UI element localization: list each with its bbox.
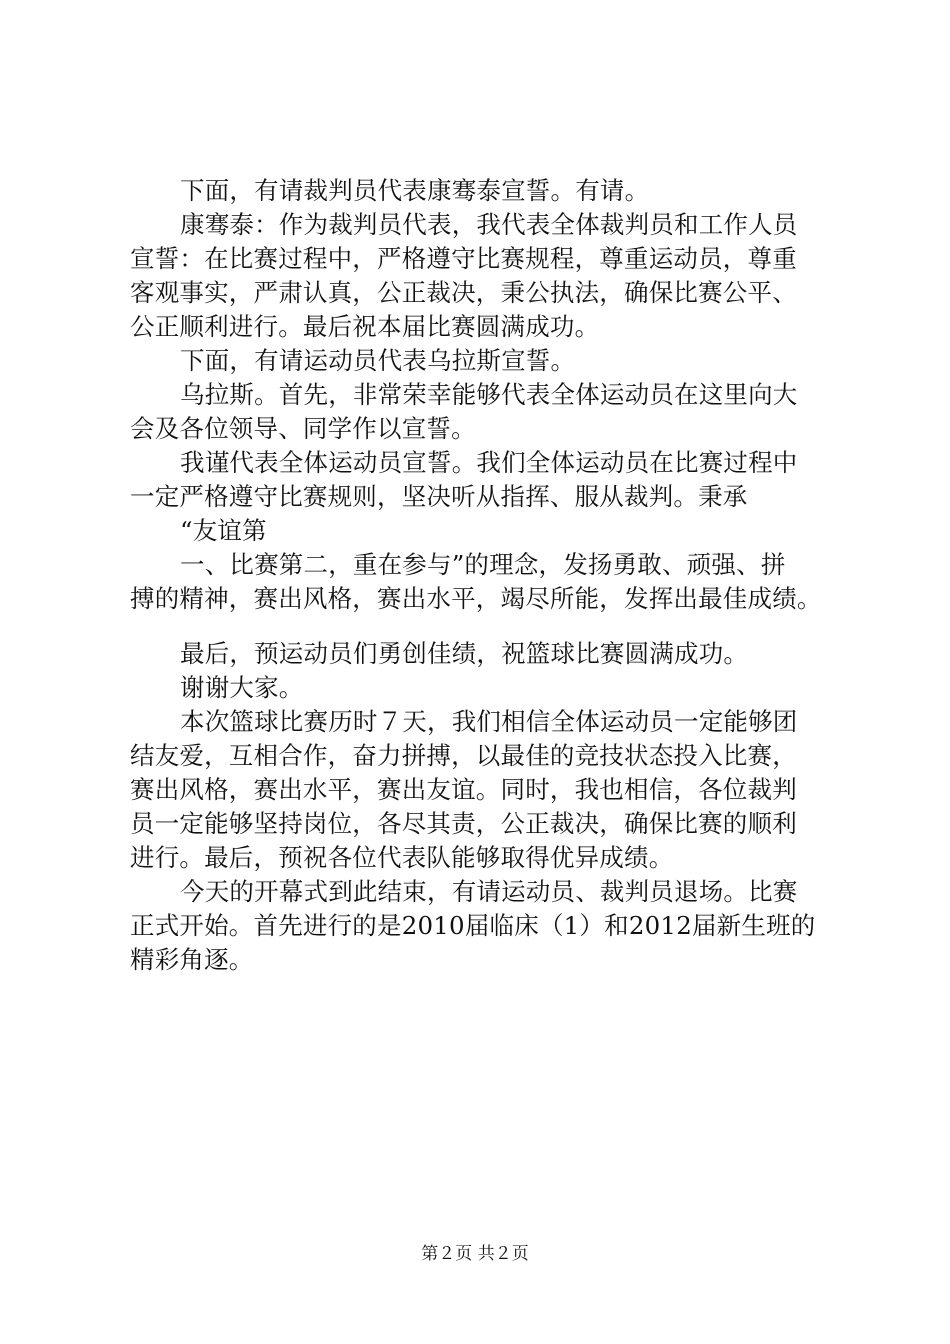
paragraph-line: 康骞泰：作为裁判员代表，我代表全体裁判员和工作人员 [180,210,798,239]
paragraph-line: 我谨代表全体运动员宣誓。我们全体运动员在比赛过程中 [180,448,798,477]
paragraph-line: 员一定能够坚持岗位，各尽其责，公正裁决，确保比赛的顺利 [130,809,797,838]
paragraph-line: “友谊第 [180,516,267,545]
page-number-footer: 第２页 共２页 [421,1244,529,1264]
paragraph-line: 最后，预运动员们勇创佳绩，祝篮球比赛圆满成功。 [180,639,749,668]
paragraph-line: 客观事实，严肃认真，公正裁决，秉公执法，确保比赛公平、 [130,278,797,307]
paragraph-line: 下面，有请运动员代表乌拉斯宣誓。 [180,346,576,375]
paragraph-line: 下面，有请裁判员代表康骞泰宣誓。有请。 [180,176,650,205]
paragraph-line: 进行。最后，预祝各位代表队能够取得优异成绩。 [130,843,674,872]
paragraph-line: 本次篮球比赛历时７天，我们相信全体运动员一定能够团 [180,707,798,736]
paragraph-line: 搏的精神，赛出风格，赛出水平，竭尽所能，发挥出最佳成绩。 [130,584,822,613]
paragraph-line: 乌拉斯。首先，非常荣幸能够代表全体运动员在这里向大 [180,380,798,409]
paragraph-line: 一定严格遵守比赛规则，坚决听从指挥、服从裁判。秉承 [130,482,748,511]
paragraph-line: 公正顺利进行。最后祝本届比赛圆满成功。 [130,312,600,341]
paragraph-line: 结友爱，互相合作，奋力拼搏，以最佳的竞技状态投入比赛， [130,741,797,770]
paragraph-line: 赛出风格，赛出水平，赛出友谊。同时，我也相信，各位裁判 [130,775,797,804]
paragraph-line: 正式开始。首先进行的是2010届临床（1）和2012届新生班的 [130,911,816,940]
paragraph-line: 宣誓：在比赛过程中，严格遵守比赛规程，尊重运动员，尊重 [130,244,797,273]
paragraph-line: 今天的开幕式到此结束，有请运动员、裁判员退场。比赛 [180,877,798,906]
paragraph-line: 谢谢大家。 [180,673,304,702]
paragraph-line: 精彩角逐。 [130,945,254,974]
paragraph-line: 一、比赛第二，重在参与”的理念，发扬勇敢、顽强、拼 [180,550,786,579]
paragraph-line: 会及各位领导、同学作以宣誓。 [130,414,476,443]
